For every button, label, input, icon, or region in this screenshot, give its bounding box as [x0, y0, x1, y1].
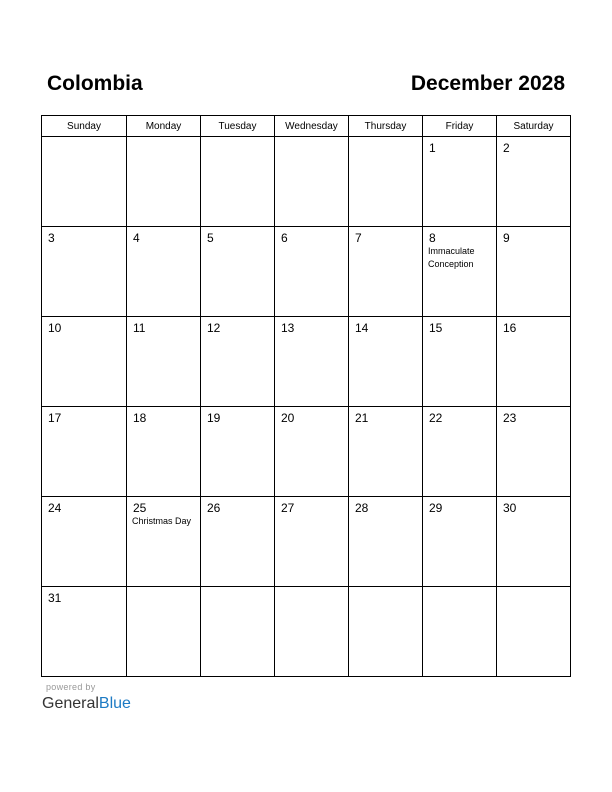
day-number: 16 — [503, 321, 517, 335]
day-cell — [423, 497, 497, 587]
day-cell — [423, 587, 497, 677]
day-cell — [201, 407, 275, 497]
day-number: 1 — [429, 141, 436, 155]
calendar-grid — [41, 115, 571, 677]
day-number: 23 — [503, 411, 517, 425]
weekday-header-row — [42, 116, 571, 137]
week-row — [42, 317, 571, 407]
day-cell — [349, 227, 423, 317]
day-cell — [497, 587, 571, 677]
week-row — [42, 137, 571, 227]
day-cell — [127, 137, 201, 227]
day-number: 15 — [429, 321, 443, 335]
day-cell — [423, 227, 497, 317]
day-cell — [201, 497, 275, 587]
day-number: 14 — [355, 321, 369, 335]
day-number: 31 — [48, 591, 62, 605]
day-cell — [275, 227, 349, 317]
day-cell — [423, 407, 497, 497]
day-number: 29 — [429, 501, 443, 515]
brand-general: General — [42, 695, 99, 712]
day-number: 21 — [355, 411, 369, 425]
day-cell — [349, 587, 423, 677]
day-number: 13 — [281, 321, 295, 335]
day-cell — [275, 497, 349, 587]
day-number: 7 — [355, 231, 362, 245]
day-cell — [423, 137, 497, 227]
country-title: Colombia — [47, 72, 143, 95]
day-number: 17 — [48, 411, 62, 425]
day-cell — [127, 317, 201, 407]
day-number: 20 — [281, 411, 295, 425]
week-row — [42, 227, 571, 317]
day-cell — [349, 497, 423, 587]
day-cell — [423, 317, 497, 407]
day-cell — [275, 587, 349, 677]
weekday-saturday: Saturday — [497, 116, 571, 137]
weekday-wednesday: Wednesday — [275, 116, 349, 137]
weekday-sunday: Sunday — [42, 116, 127, 137]
day-cell — [42, 407, 127, 497]
generalblue-logo[interactable] — [42, 694, 131, 714]
day-cell — [497, 227, 571, 317]
day-cell — [127, 497, 201, 587]
weekday-tuesday: Tuesday — [201, 116, 275, 137]
day-cell — [201, 317, 275, 407]
holiday-label: Immaculate Conception — [428, 246, 475, 269]
powered-by-label: powered by — [46, 682, 96, 692]
day-number: 11 — [133, 321, 146, 335]
day-cell — [497, 137, 571, 227]
day-cell — [497, 407, 571, 497]
day-cell — [275, 407, 349, 497]
day-cell — [201, 137, 275, 227]
day-number: 27 — [281, 501, 295, 515]
day-cell — [42, 587, 127, 677]
day-cell — [201, 227, 275, 317]
day-cell — [42, 497, 127, 587]
day-number: 9 — [503, 231, 510, 245]
day-cell — [42, 137, 127, 227]
day-cell — [349, 137, 423, 227]
weekday-monday: Monday — [127, 116, 201, 137]
day-number: 30 — [503, 501, 517, 515]
week-row — [42, 587, 571, 677]
day-cell — [42, 317, 127, 407]
day-cell — [127, 587, 201, 677]
day-number: 5 — [207, 231, 214, 245]
day-number: 19 — [207, 411, 221, 425]
day-number: 18 — [133, 411, 147, 425]
month-title: December 2028 — [410, 72, 565, 95]
week-row — [42, 407, 571, 497]
day-cell — [127, 407, 201, 497]
weekday-friday: Friday — [423, 116, 497, 137]
day-number: 6 — [281, 231, 288, 245]
brand-blue: Blue — [98, 695, 131, 712]
day-number: 12 — [207, 321, 221, 335]
day-number: 2 — [503, 141, 510, 155]
day-number: 3 — [48, 231, 55, 245]
day-number: 4 — [133, 231, 140, 245]
day-cell — [497, 497, 571, 587]
day-number: 24 — [48, 501, 62, 515]
day-cell — [275, 317, 349, 407]
day-number: 8 — [429, 231, 436, 245]
day-number: 25 — [133, 501, 147, 515]
day-cell — [349, 407, 423, 497]
day-number: 22 — [429, 411, 443, 425]
week-row — [42, 497, 571, 587]
day-cell — [497, 317, 571, 407]
day-number: 10 — [48, 321, 62, 335]
day-cell — [349, 317, 423, 407]
day-cell — [127, 227, 201, 317]
day-cell — [201, 587, 275, 677]
weekday-thursday: Thursday — [349, 116, 423, 137]
day-cell — [42, 227, 127, 317]
day-number: 28 — [355, 501, 369, 515]
day-cell — [275, 137, 349, 227]
holiday-label: Christmas Day — [132, 516, 192, 526]
day-number: 26 — [207, 501, 221, 515]
